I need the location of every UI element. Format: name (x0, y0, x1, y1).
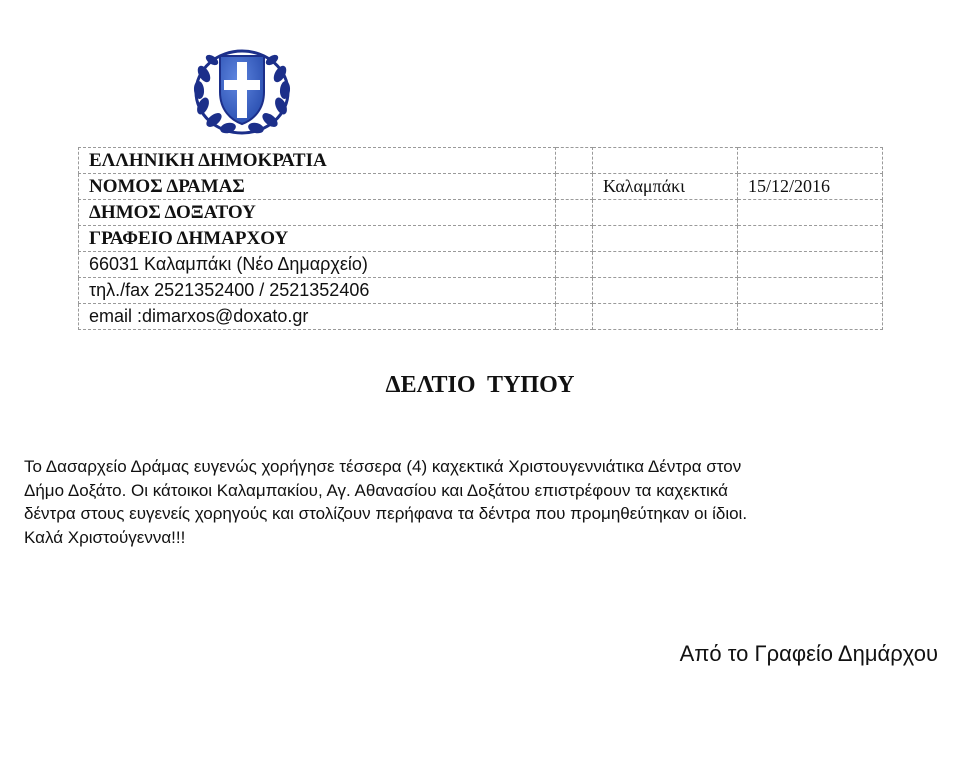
country-name: ΕΛΛΗΝΙΚΗ ΔΗΜΟΚΡΑΤΙΑ (79, 148, 556, 174)
empty-cell (738, 252, 883, 278)
phone-fax: τηλ./fax 2521352400 / 2521352406 (79, 278, 556, 304)
empty-cell (593, 200, 738, 226)
body-line: Καλά Χριστούγεννα!!! (24, 527, 186, 547)
empty-cell (738, 304, 883, 330)
email-address: email :dimarxos@doxato.gr (79, 304, 556, 330)
empty-cell (556, 278, 593, 304)
empty-cell (593, 252, 738, 278)
empty-cell (593, 148, 738, 174)
table-row (79, 278, 883, 304)
office-name: ΓΡΑΦΕΙΟ ΔΗΜΑΡΧΟΥ (79, 226, 556, 252)
table-row (79, 304, 883, 330)
table-row (79, 148, 883, 174)
table-row (79, 174, 883, 200)
letterhead-table (78, 147, 883, 330)
signature-line: Από το Γραφείο Δημάρχου (679, 641, 938, 666)
document-date: 15/12/2016 (738, 174, 883, 200)
body-line: Το Δασαρχείο Δράμας ευγενώς χορήγησε τέσσερα (4) καχεκτικά Χριστουγεννιάτικα Δέντρα στον (24, 457, 742, 476)
body-line: Δήμο Δοξάτο. Οι κάτοικοι Καλαμπακίου, Αγ. Αθανασίου και Δοξάτου επιστρέφουν τα καχεκτικά (24, 480, 728, 500)
press-release-body (24, 455, 924, 549)
place-name: Καλαμπάκι (593, 174, 738, 200)
empty-cell (738, 226, 883, 252)
prefecture-name: ΝΟΜΟΣ ΔΡΑΜΑΣ (79, 174, 556, 200)
document-title: ΔΕΛΤΙΟ ΤΥΠΟΥ (385, 372, 575, 398)
empty-cell (593, 278, 738, 304)
municipality-name: ΔΗΜΟΣ ΔΟΞΑΤΟΥ (79, 200, 556, 226)
empty-cell (738, 278, 883, 304)
empty-cell (556, 304, 593, 330)
empty-cell (738, 200, 883, 226)
greek-coat-of-arms-icon (190, 44, 294, 136)
empty-cell (593, 304, 738, 330)
empty-cell (556, 226, 593, 252)
empty-cell (556, 252, 593, 278)
body-line: δέντρα στους ευγενείς χορηγούς και στολίζουν περήφανα τα δέντρα που προμηθεύτηκαν οι ίδιοι. (24, 504, 748, 523)
empty-cell (738, 148, 883, 174)
empty-cell (593, 226, 738, 252)
empty-cell (556, 200, 593, 226)
table-row (79, 200, 883, 226)
table-row (79, 226, 883, 252)
table-row (79, 252, 883, 278)
empty-cell (556, 148, 593, 174)
postal-address: 66031 Καλαμπάκι (Νέο Δημαρχείο) (79, 252, 556, 278)
empty-cell (556, 174, 593, 200)
